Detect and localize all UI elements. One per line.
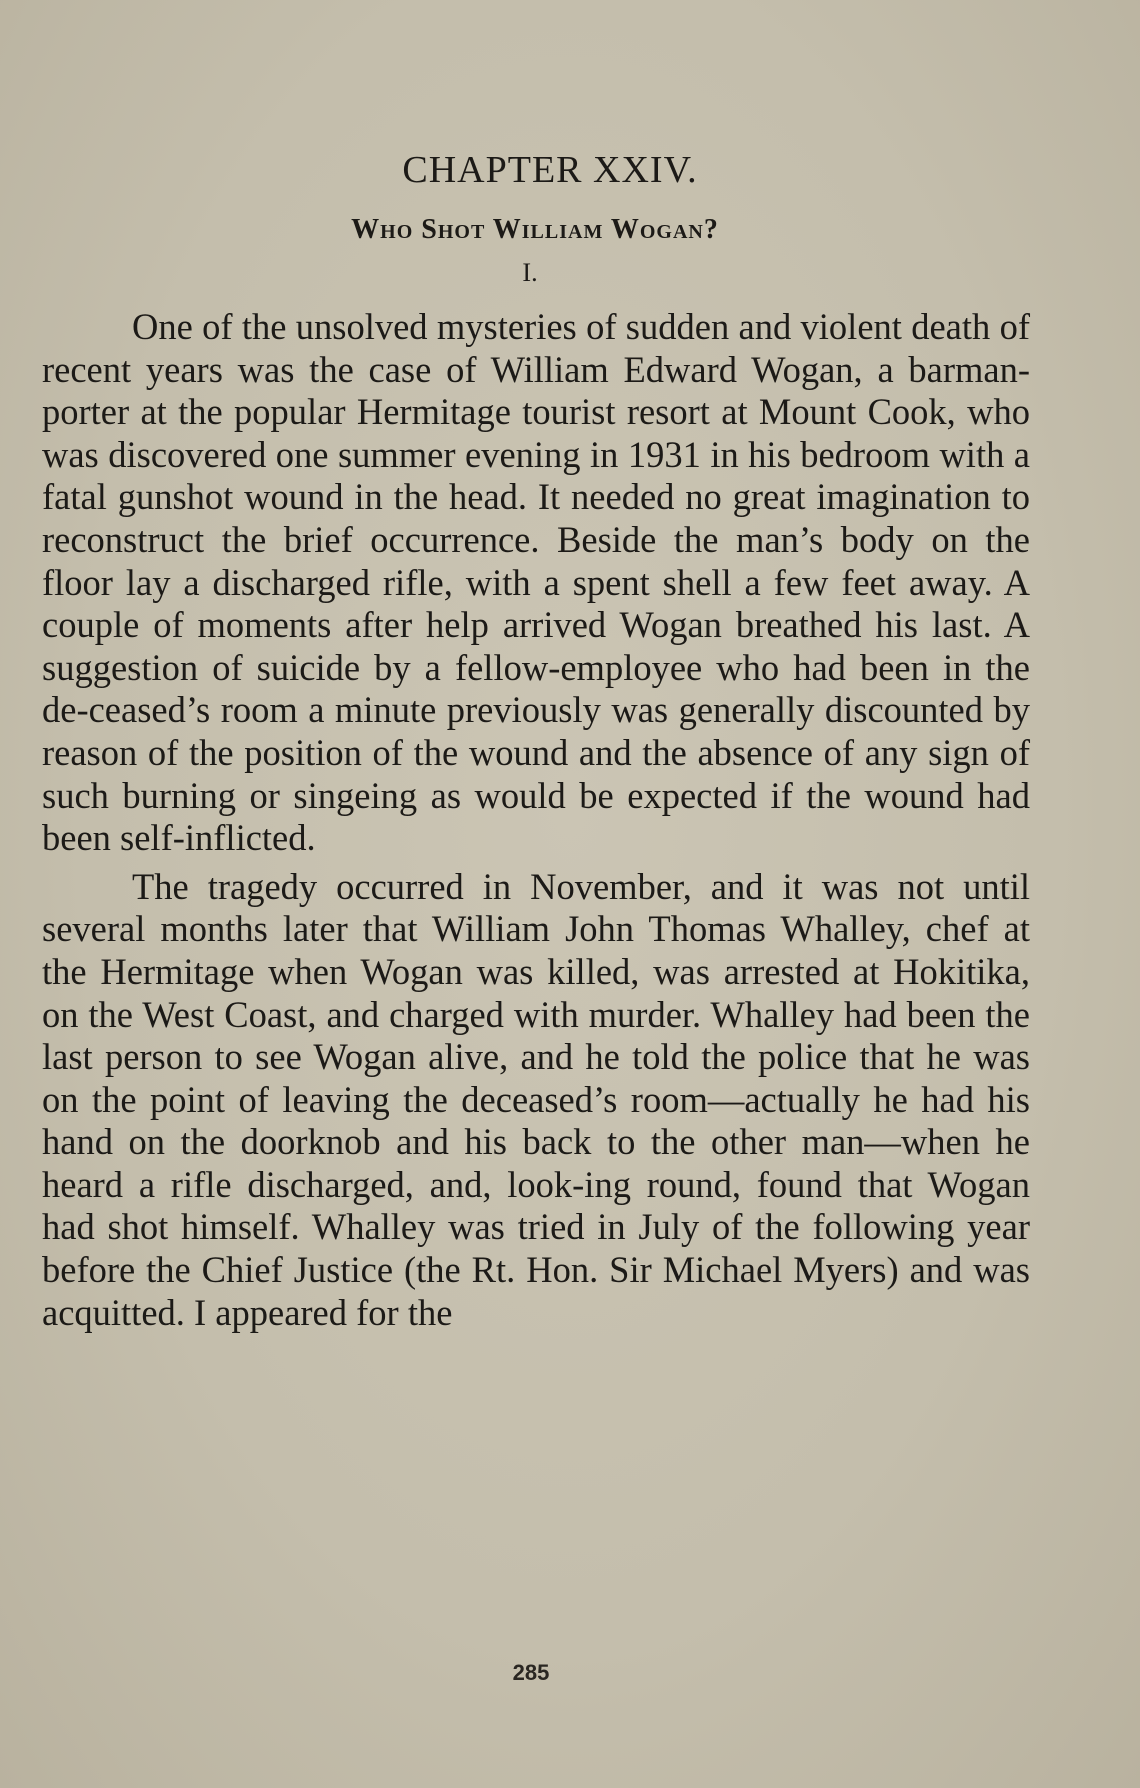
body-text (42, 306, 1030, 1334)
page-number: 285 (512, 1660, 550, 1685)
section-number: I. (522, 258, 538, 287)
paragraph: One of the unsolved mysteries of sudden and violent death of recent years was the case of William Edward Wogan, a barman-porter at the popular Hermitage tourist resort at Mount Cook, who was discovered one summer evening in 1931 in his bedroom with a fatal gunshot wound in the head. It needed no great imagination to reconstruct the brief occurrence. Beside the man’s body on the floor lay a discharged rifle, with a spent shell a few feet away. A couple of moments after help arrived Wogan breathed his last. A suggestion of suicide by a fellow-employee who had been in the de-ceased’s room a minute previously was generally discounted by reason of the position of the wound and the absence of any sign of such burning or singeing as would be expected if the wound had been self-inflicted. (42, 306, 1030, 859)
section-title: Who Shot William Wogan? (351, 214, 719, 245)
paragraph: The tragedy occurred in November, and it was not until several months later that William John Thomas Whalley, chef at the Hermitage when Wogan was killed, was arrested at Hokitika, on the West Coast, and charged with murder. Whalley had been the last person to see Wogan alive, and he told the police that he was on the point of leaving the deceased’s room—actually he had his hand on the doorknob and his back to the other man—when he heard a rifle discharged, and, look-ing round, found that Wogan had shot himself. Whalley was tried in July of the following year before the Chief Justice (the Rt. Hon. Sir Michael Myers) and was acquitted. I appeared for the (42, 865, 1030, 1333)
chapter-title: CHAPTER XXIV. (402, 149, 698, 191)
